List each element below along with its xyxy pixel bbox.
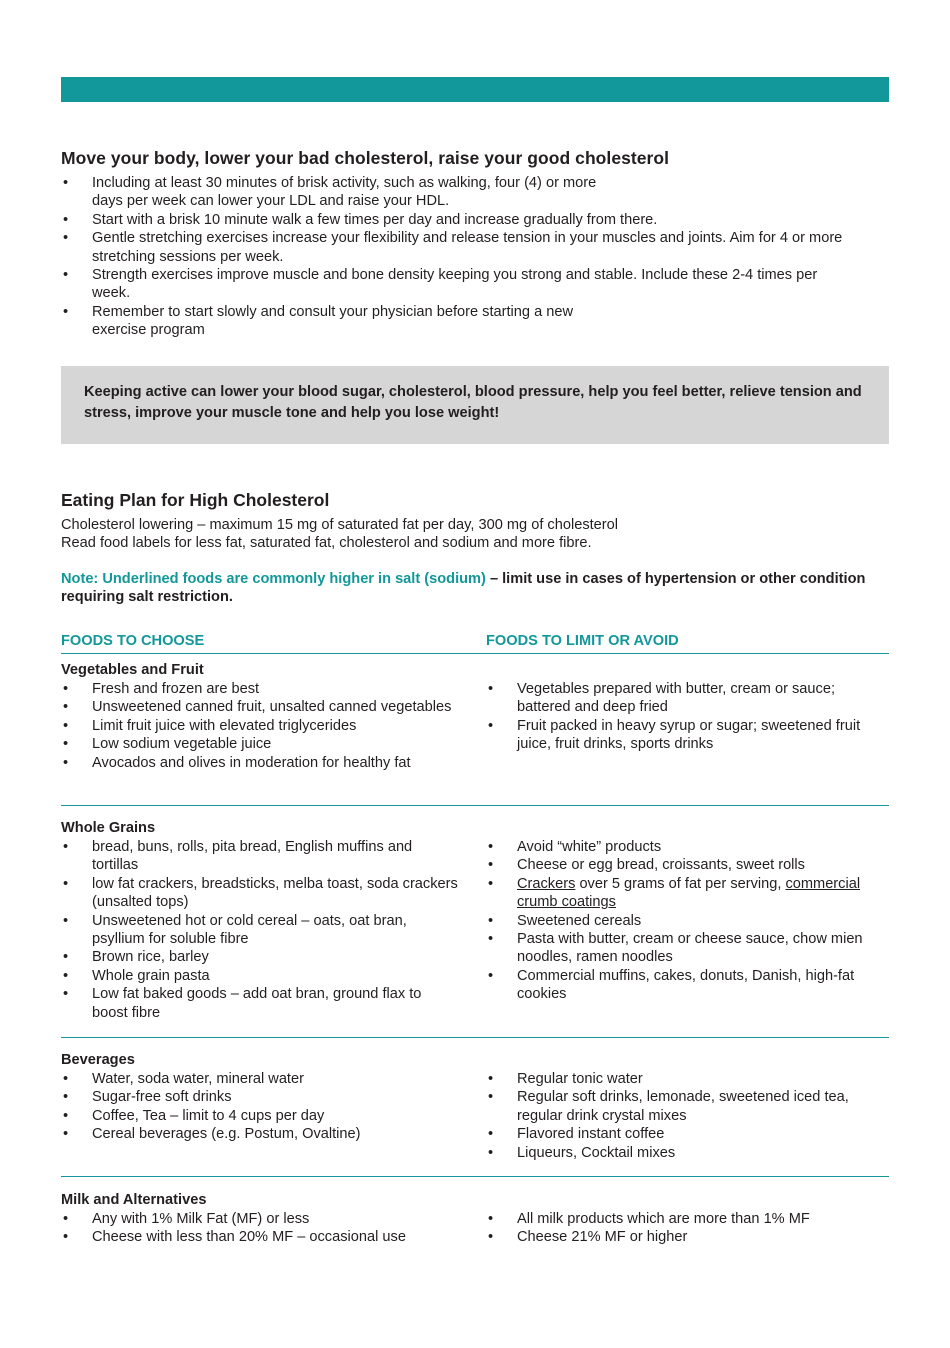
limit-list-beverages [486, 1070, 891, 1162]
list-item-line: Remember to start slowly and consult your physician before starting a new [92, 303, 574, 320]
underlined-food: commercial crumb coatings [517, 875, 861, 911]
underlined-food: Crackers [517, 875, 576, 892]
eating-intro [61, 516, 891, 553]
list-item [61, 303, 891, 340]
list-item: • Low fat baked goods – add oat bran, ground flax to boost fibre [61, 985, 461, 1022]
list-item-line: week. [92, 285, 131, 302]
list-item-line: stretching sessions per week. [92, 248, 284, 265]
exercise-list [61, 174, 891, 340]
list-item: • Low sodium vegetable juice [61, 735, 461, 753]
choose-list-grains [61, 838, 461, 1022]
choose-list-milk [61, 1210, 461, 1247]
limit-list-milk [486, 1210, 891, 1247]
section-divider [61, 1176, 889, 1177]
section-title-beverages: Beverages [61, 1052, 135, 1068]
note-highlight: Note: Underlined foods are commonly higher in salt (sodium) [61, 571, 486, 587]
list-item: • Brown rice, barley [61, 948, 461, 966]
intro-line: Read food labels for less fat, saturated fat, cholesterol and sodium and more fibre. [61, 535, 592, 552]
list-item [486, 875, 891, 912]
exercise-heading: Move your body, lower your bad cholesterol, raise your good cholesterol [61, 148, 670, 168]
eating-plan-heading: Eating Plan for High Cholesterol [61, 490, 330, 510]
list-item: • Pasta with butter, cream or cheese sauce, chow mien noodles, ramen noodles [486, 930, 891, 967]
list-item: • Coffee, Tea – limit to 4 cups per day [61, 1107, 461, 1125]
list-item: • Avoid “white” products [486, 838, 891, 856]
section-title-vegetables: Vegetables and Fruit [61, 662, 204, 678]
list-item: • Regular soft drinks, lemonade, sweetened iced tea, regular drink crystal mixes [486, 1088, 891, 1125]
list-item: • Regular tonic water [486, 1070, 891, 1088]
list-item [61, 229, 891, 266]
list-item: • Liqueurs, Cocktail mixes [486, 1144, 891, 1162]
callout-box [61, 366, 889, 444]
list-item-line: Start with a brisk 10 minute walk a few times per day and increase gradually from there. [92, 211, 658, 228]
column-header-limit: FOODS TO LIMIT OR AVOID [486, 633, 679, 649]
list-item: • Cheese or egg bread, croissants, sweet rolls [486, 856, 891, 874]
list-item: • Unsweetened canned fruit, unsalted canned vegetables [61, 698, 461, 716]
list-item: • Whole grain pasta [61, 967, 461, 985]
list-item: • Sweetened cereals [486, 912, 891, 930]
list-item: • All milk products which are more than 1% MF [486, 1210, 891, 1228]
list-item-line: Gentle stretching exercises increase your flexibility and release tension in your muscles and joints. Aim for 4 or more [92, 230, 843, 247]
list-item-line: days per week can lower your LDL and raise your HDL. [92, 193, 450, 210]
column-header-choose: FOODS TO CHOOSE [61, 633, 205, 649]
header-divider [61, 653, 889, 654]
list-item: • Vegetables prepared with butter, cream or sauce; battered and deep fried [486, 680, 891, 717]
list-item-line: Strength exercises improve muscle and bone density keeping you strong and stable. Include these 2-4 times per [92, 267, 818, 284]
list-item [61, 266, 891, 303]
limit-list-vegetables [486, 680, 891, 754]
list-item: • bread, buns, rolls, pita bread, English muffins and tortillas [61, 838, 461, 875]
list-item-line: Including at least 30 minutes of brisk activity, such as walking, four (4) or more [92, 175, 597, 191]
list-item: • Water, soda water, mineral water [61, 1070, 461, 1088]
limit-list-grains [486, 838, 891, 1004]
section-divider [61, 805, 889, 806]
note-text: – limit use in cases of hypertension or other condition requiring salt restriction. [61, 571, 866, 606]
list-item: • low fat crackers, breadsticks, melba toast, soda crackers (unsalted tops) [61, 875, 461, 912]
intro-line: Cholesterol lowering – maximum 15 mg of saturated fat per day, 300 mg of cholesterol [61, 517, 618, 533]
choose-list-beverages [61, 1070, 461, 1144]
section-title-milk: Milk and Alternatives [61, 1192, 207, 1208]
list-item: • Cereal beverages (e.g. Postum, Ovaltine) [61, 1125, 461, 1143]
list-item: • Fresh and frozen are best [61, 680, 461, 698]
sodium-note [61, 570, 891, 607]
list-item: • Any with 1% Milk Fat (MF) or less [61, 1210, 461, 1228]
header-color-bar [61, 77, 889, 102]
callout-text: Keeping active can lower your blood sugar, cholesterol, blood pressure, help you feel better, relieve tension and stress, improve your muscle tone and help you lose weight! [84, 384, 862, 421]
list-item-line: exercise program [92, 322, 205, 339]
list-item [61, 211, 891, 229]
section-divider [61, 1037, 889, 1038]
list-item: • Cheese with less than 20% MF – occasional use [61, 1228, 461, 1246]
choose-list-vegetables [61, 680, 461, 772]
list-item: • Cheese 21% MF or higher [486, 1228, 891, 1246]
list-item: • Avocados and olives in moderation for healthy fat [61, 754, 461, 772]
list-item: • Commercial muffins, cakes, donuts, Danish, high-fat cookies [486, 967, 891, 1004]
list-item: • Limit fruit juice with elevated triglycerides [61, 717, 461, 735]
list-item [61, 174, 891, 211]
list-item: • Flavored instant coffee [486, 1125, 891, 1143]
section-title-grains: Whole Grains [61, 820, 156, 836]
list-item: • Fruit packed in heavy syrup or sugar; sweetened fruit juice, fruit drinks, sports drinks [486, 717, 891, 754]
list-item-text: over 5 grams of fat per serving, [575, 875, 786, 892]
list-item: • Unsweetened hot or cold cereal – oats, oat bran, psyllium for soluble fibre [61, 912, 461, 949]
list-item: • Sugar-free soft drinks [61, 1088, 461, 1106]
